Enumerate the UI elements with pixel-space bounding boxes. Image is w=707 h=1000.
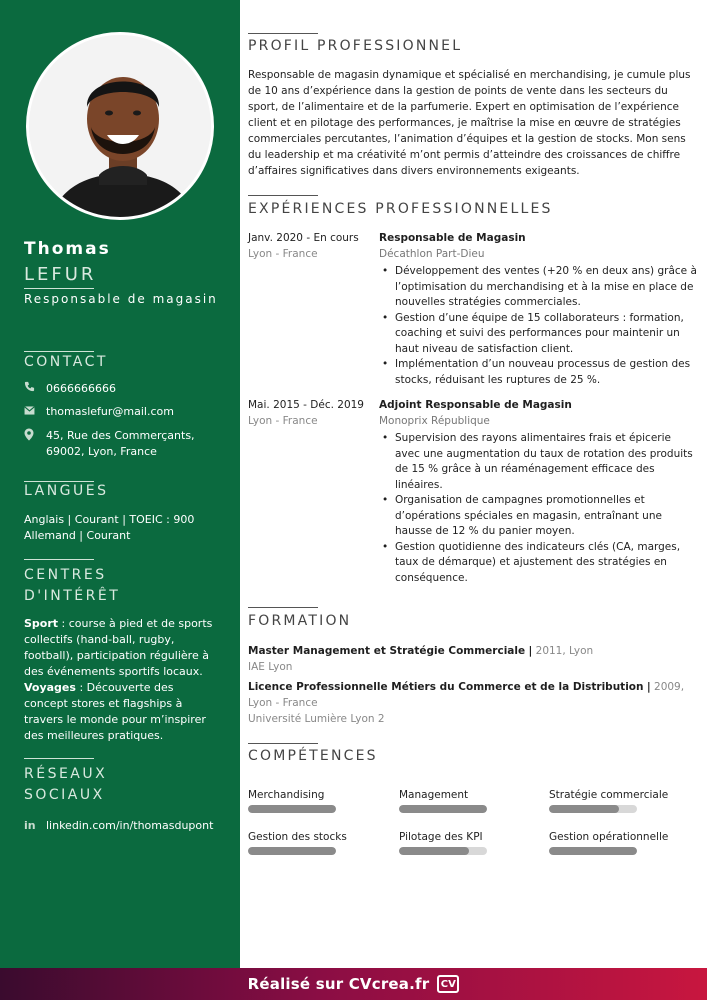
education-heading: FORMATION	[248, 613, 352, 629]
skill-bar	[399, 847, 487, 855]
job-title-entry: Adjoint Responsable de Magasin	[379, 399, 572, 411]
bullet-text: Gestion d’une équipe de 15 collaborateurs : formation, coaching et suivi des performances pour maintenir un haut niveau de satisfaction client.	[395, 311, 684, 355]
main-content	[240, 0, 707, 968]
skill-label: Merchandising	[248, 789, 325, 801]
languages-heading: LANGUES	[24, 483, 109, 499]
skill-label: Gestion des stocks	[248, 831, 347, 843]
contact-address-row	[24, 428, 195, 460]
skill-bar-fill	[549, 805, 619, 813]
footer-banner[interactable]	[0, 968, 707, 1000]
travel-label: Voyages	[24, 681, 76, 694]
job-bullets	[379, 264, 699, 388]
social-heading	[24, 764, 107, 806]
skill-label: Pilotage des KPI	[399, 831, 483, 843]
list-item: • Développement des ventes (+20 % en deux ans) grâce à l’optimisation du merchandising et à la mise en place de nouvelles stratégies commerciales.	[379, 264, 699, 311]
skill-bar-fill	[549, 847, 637, 855]
skill-item	[248, 788, 388, 813]
degree-meta: 2009, Lyon - France	[248, 681, 685, 709]
profile-photo	[26, 32, 214, 220]
list-item: • Implémentation d’un nouveau processus de gestion des stocks, réduisant les ruptures de 25 %.	[379, 357, 699, 388]
skills-heading: COMPÉTENCES	[248, 748, 378, 764]
first-name: Thomas	[24, 239, 111, 259]
skill-item	[248, 830, 388, 855]
job-title-entry: Responsable de Magasin	[379, 232, 526, 244]
job-company: Monoprix République	[379, 415, 490, 427]
skill-bar	[248, 805, 336, 813]
job-bullets	[379, 431, 699, 586]
languages-list	[24, 512, 219, 544]
sport-label: Sport	[24, 617, 59, 630]
divider	[24, 559, 94, 560]
job-dates: Mai. 2015 - Déc. 2019	[248, 399, 364, 411]
list-item: • Organisation de campagnes promotionnelles et d’opérations spéciales en magasin, entraînant une hausse de 12 % du panier moyen.	[379, 493, 699, 540]
skill-bar	[549, 847, 637, 855]
skill-bar-fill	[248, 805, 336, 813]
skill-item	[399, 788, 539, 813]
mail-icon	[24, 404, 46, 420]
travel-text: : Découverte des concept stores et flagships à travers le monde pour m’inspirer des meilleures pratiques.	[24, 681, 206, 742]
skill-item	[549, 788, 689, 813]
address-line-1: 45, Rue des Commerçants,	[46, 429, 195, 442]
interests-heading-line: D'INTÉRÊT	[24, 588, 121, 604]
skill-bar-fill	[248, 847, 336, 855]
school-name: IAE Lyon	[248, 661, 293, 673]
interests-heading	[24, 565, 120, 607]
list-item: • Gestion quotidienne des indicateurs clés (CA, marges, taux de démarque) et ajustement des stratégies en conséquence.	[379, 540, 699, 587]
sport-text: : course à pied et de sports collectifs (hand-ball, rugby, football), participation régulière à des événements sportifs locaux.	[24, 617, 213, 678]
language-item: Allemand | Courant	[24, 529, 131, 542]
skill-label: Gestion opérationnelle	[549, 831, 669, 843]
person-avatar-icon	[29, 35, 214, 220]
social-heading-line: RÉSEAUX	[24, 766, 108, 782]
sidebar	[0, 0, 240, 968]
skill-bar	[399, 805, 487, 813]
skill-label: Stratégie commerciale	[549, 789, 669, 801]
degree-name: Licence Professionnelle Métiers du Commerce et de la Distribution	[248, 681, 644, 693]
bullet-text: Développement des ventes (+20 % en deux ans) grâce à l’optimisation du merchandising et à la mise en place de nouvelles stratégies commerciales.	[395, 265, 697, 308]
footer-text[interactable]: Réalisé sur CVcrea.fr	[247, 975, 430, 993]
language-item: Anglais | Courant | TOEIC : 900	[24, 513, 195, 526]
job-dates: Janv. 2020 - En cours	[248, 232, 359, 244]
experience-heading: EXPÉRIENCES PROFESSIONNELLES	[248, 201, 553, 217]
bullet-text: Supervision des rayons alimentaires frais et épicerie avec une augmentation du taux de rotation des produits de 15 % grâce à un réaménagement efficace des linéaires.	[395, 432, 693, 491]
social-heading-line: SOCIAUX	[24, 787, 105, 803]
divider	[24, 288, 94, 289]
divider	[248, 607, 318, 608]
job-location: Lyon - France	[248, 248, 318, 260]
divider	[24, 758, 94, 759]
contact-phone-row	[24, 381, 116, 397]
contact-heading: CONTACT	[24, 354, 108, 370]
degree-meta: 2011, Lyon	[535, 645, 594, 657]
divider	[248, 33, 318, 34]
skill-bar-fill	[399, 847, 469, 855]
education-item: Licence Professionnelle Métiers du Commerce et de la Distribution | 2009, Lyon - France Université Lumière Lyon 2	[248, 679, 700, 727]
divider	[248, 195, 318, 196]
interests-text	[24, 616, 219, 744]
linkedin-icon: in	[24, 819, 36, 832]
job-company: Décathlon Part-Dieu	[379, 248, 485, 260]
bullet-text: Organisation de campagnes promotionnelles et d’opérations spéciales en magasin, entraînant une hausse de 12 % du panier moyen.	[395, 494, 662, 537]
last-name: LEFUR	[24, 264, 97, 285]
address-line-2: 69002, Lyon, France	[46, 445, 157, 458]
summary-text: Responsable de magasin dynamique et spécialisé en merchandising, je cumule plus de 10 ans d’expérience dans la gestion de points de vente dans les secteurs du sport, de l’alimentaire et de la parfumerie. Expert en optimisation de l’expérience client et en pilotage des performances, je maîtrise la mise en œuvre de stratégies commerciales percutantes, l’animation d’équipes et la gestion de stocks. Mon sens du leadership et ma créativité m’ont permis d’atteindre des croissances de chiffre d’affaires significatives dans divers environnements exigeants.	[248, 69, 691, 177]
skill-item	[399, 830, 539, 855]
degree-name: Master Management et Stratégie Commerciale	[248, 645, 526, 657]
education-item: Master Management et Stratégie Commerciale | 2011, Lyon IAE Lyon	[248, 643, 700, 675]
summary-heading: PROFIL PROFESSIONNEL	[248, 38, 463, 54]
phone-icon	[24, 381, 46, 397]
job-title: Responsable de magasin	[24, 292, 218, 306]
skill-bar-fill	[399, 805, 487, 813]
cvcrea-logo-icon: CV	[437, 975, 459, 993]
location-pin-icon	[24, 428, 46, 446]
skill-item	[549, 830, 689, 855]
school-name: Université Lumière Lyon 2	[248, 713, 385, 725]
bullet-text: Implémentation d’un nouveau processus de gestion des stocks, réduisant les ruptures de 25 %.	[395, 358, 691, 386]
skill-bar	[549, 805, 637, 813]
email-address[interactable]: thomaslefur@mail.com	[46, 405, 174, 418]
list-item: • Gestion d’une équipe de 15 collaborateurs : formation, coaching et suivi des performances pour maintenir un haut niveau de satisfaction client.	[379, 311, 699, 358]
linkedin-row	[24, 818, 213, 834]
linkedin-link[interactable]: linkedin.com/in/thomasdupont	[46, 819, 214, 832]
skill-bar	[248, 847, 336, 855]
job-location: Lyon - France	[248, 415, 318, 427]
contact-email-row	[24, 404, 174, 420]
interests-heading-line: CENTRES	[24, 567, 107, 583]
skill-label: Management	[399, 789, 469, 801]
list-item: • Supervision des rayons alimentaires frais et épicerie avec une augmentation du taux de rotation des produits de 15 % grâce à un réaménagement efficace des linéaires.	[379, 431, 699, 493]
phone-number[interactable]: 0666666666	[46, 382, 116, 395]
bullet-text: Gestion quotidienne des indicateurs clés (CA, marges, taux de démarque) et ajustement des stratégies en conséquence.	[395, 540, 681, 584]
divider	[248, 743, 318, 744]
